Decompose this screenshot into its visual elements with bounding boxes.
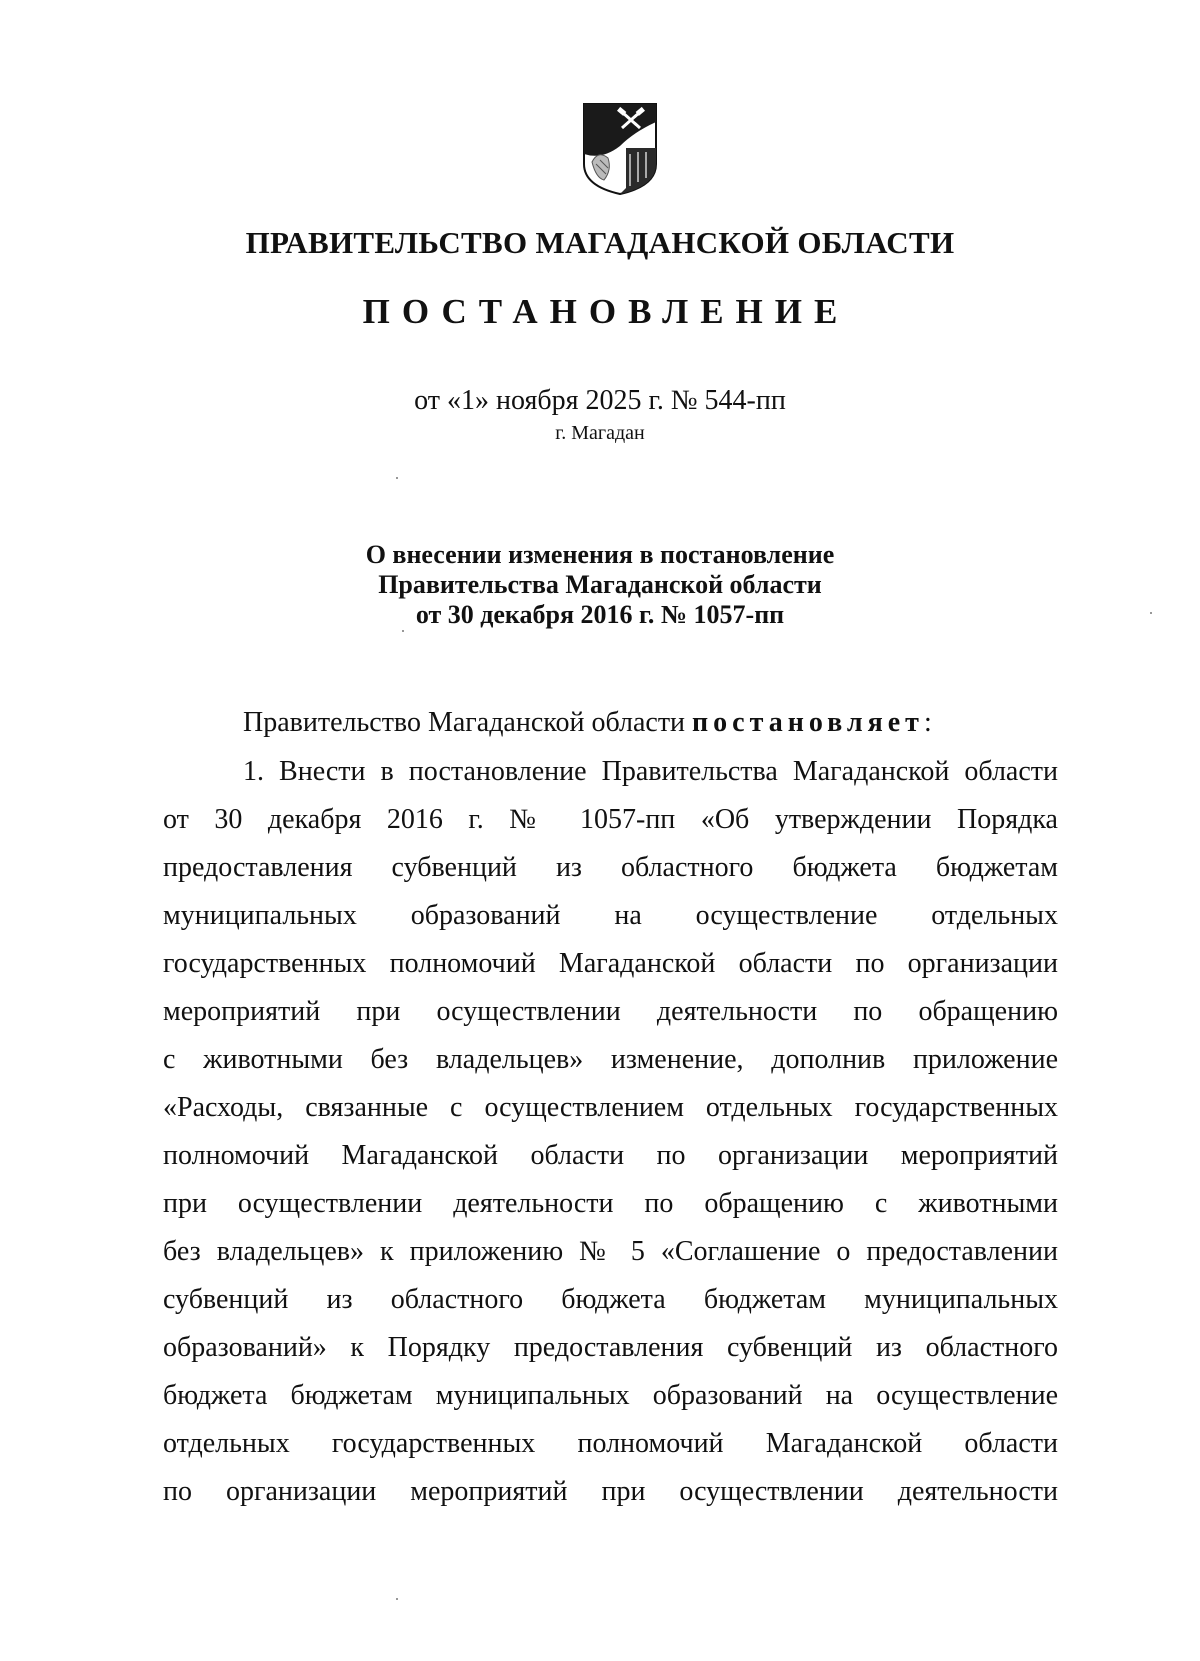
preamble-text: Правительство Магаданской области xyxy=(243,707,693,738)
body-line: отдельных государственных полномочий Магаданской области xyxy=(163,1428,1058,1459)
body-line: полномочий Магаданской области по организации мероприятий xyxy=(163,1140,1058,1171)
preamble-colon: : xyxy=(923,707,932,738)
preamble xyxy=(243,707,932,739)
subject-line: от 30 декабря 2016 г. № 1057-пп xyxy=(415,600,785,629)
body-line: субвенций из областного бюджета бюджетам муниципальных xyxy=(163,1284,1058,1315)
preamble-verb: постановляет xyxy=(692,707,924,738)
scan-speck xyxy=(396,477,398,479)
body-line: «Расходы, связанные с осуществлением отдельных государственных xyxy=(163,1092,1058,1123)
scan-speck xyxy=(396,1598,398,1600)
body-line: бюджета бюджетам муниципальных образований на осуществление xyxy=(163,1380,1058,1411)
body-line: от 30 декабря 2016 г. № 1057-пп «Об утверждении Порядка xyxy=(163,804,1058,835)
document-subject xyxy=(0,540,1200,630)
subject-line: О внесении изменения в постановление xyxy=(365,540,835,569)
scan-speck xyxy=(402,630,404,632)
body-line: 1. Внести в постановление Правительства Магаданской области xyxy=(243,756,1058,787)
document-city: г. Магадан xyxy=(555,422,645,444)
organization-name: ПРАВИТЕЛЬСТВО МАГАДАНСКОЙ ОБЛАСТИ xyxy=(245,225,955,260)
document-type: ПОСТАНОВЛЕНИЕ xyxy=(362,292,850,331)
body-line: мероприятий при осуществлении деятельности по обращению xyxy=(163,996,1058,1027)
body-line: без владельцев» к приложению № 5 «Соглашение о предоставлении xyxy=(163,1236,1058,1267)
subject-line: Правительства Магаданской области xyxy=(378,570,822,599)
body-line: с животными без владельцев» изменение, дополнив приложение xyxy=(163,1044,1058,1075)
document-date-number: от «1» ноября 2025 г. № 544-пп xyxy=(414,385,786,416)
document-body xyxy=(163,748,1058,1516)
body-line: по организации мероприятий при осуществлении деятельности xyxy=(163,1476,1058,1507)
magadan-coat-of-arms-icon xyxy=(582,102,658,196)
body-line: государственных полномочий Магаданской области по организации xyxy=(163,948,1058,979)
body-line: предоставления субвенций из областного бюджета бюджетам xyxy=(163,852,1058,883)
body-line: при осуществлении деятельности по обращению с животными xyxy=(163,1188,1058,1219)
body-line: образований» к Порядку предоставления субвенций из областного xyxy=(163,1332,1058,1363)
scan-speck xyxy=(1150,612,1152,614)
body-line: муниципальных образований на осуществление отдельных xyxy=(163,900,1058,931)
